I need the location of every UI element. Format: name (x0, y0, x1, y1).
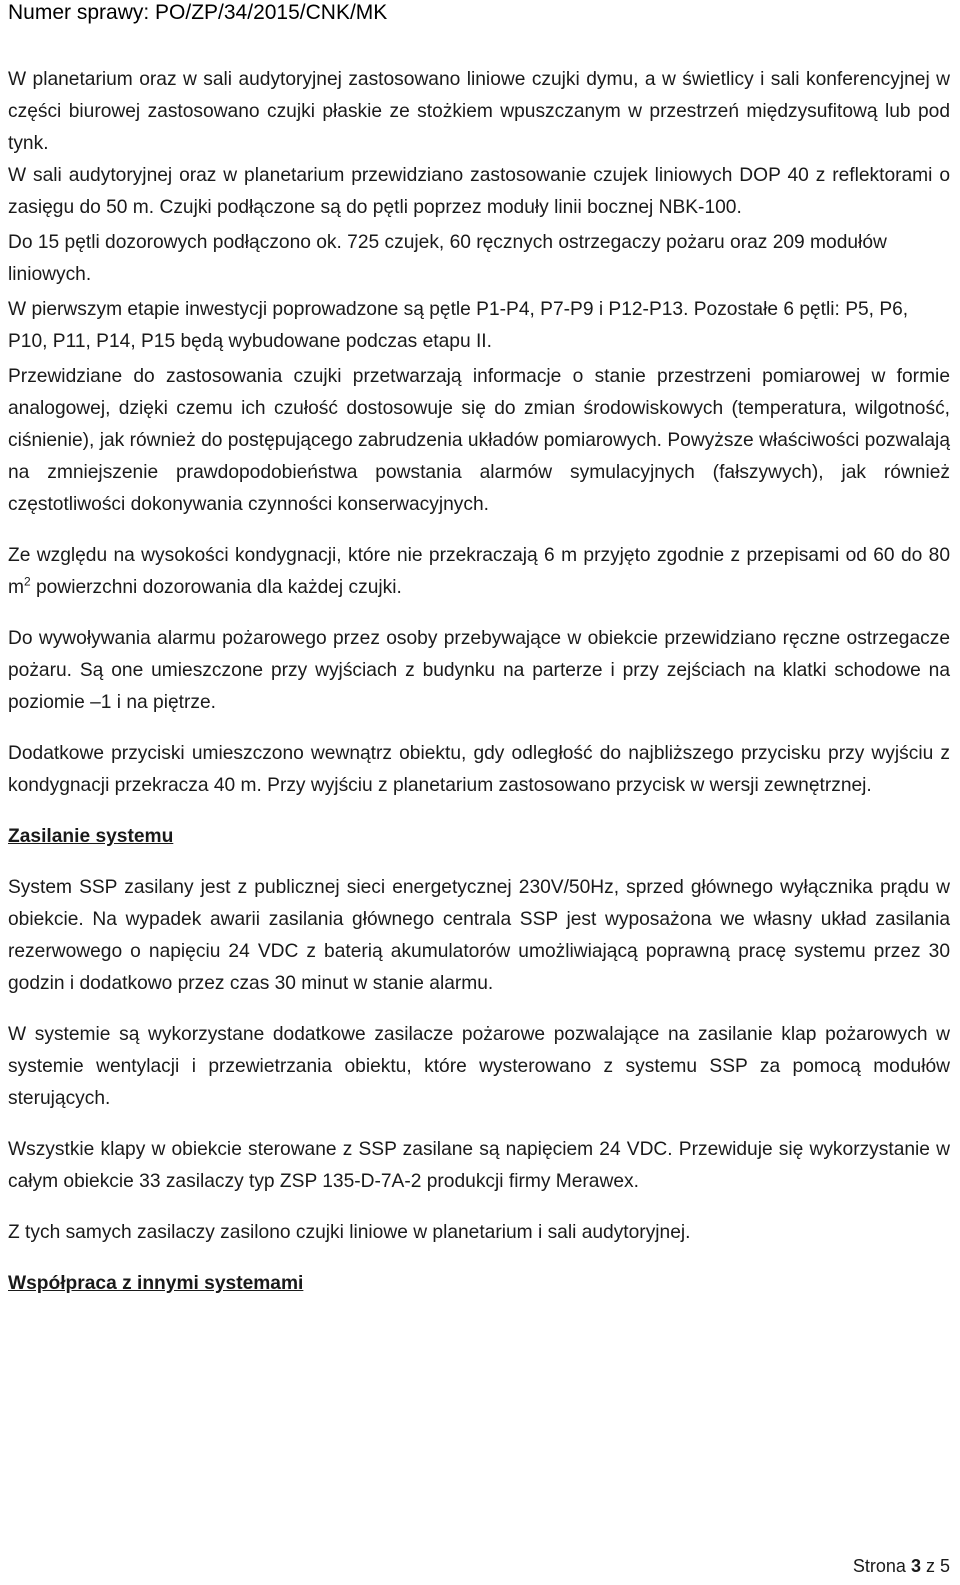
paragraph-same-power: Z tych samych zasilaczy zasilono czujki liniowe w planetarium i sali audytoryjnej. (8, 1222, 691, 1243)
paragraph-detector-coverage (8, 540, 950, 604)
page-number: 3 (910, 1556, 921, 1576)
case-number-header: Numer sprawy: PO/ZP/34/2015/CNK/MK (8, 1, 388, 24)
coverage-text-b: powierzchni dozorowania dla każdej czujki. (30, 577, 402, 598)
paragraph-analog-detectors: Przewidziane do zastosowania czujki przetwarzają informacje o stanie przestrzeni pomiarowej w formie analogowej, dzięki czemu ich czułość dostosowuje się do zmian środowiskowych (temperatura, wilgotność, ciśnienie), jak również do postępującego zabrudzenia układów pomiarowych. Powyższe właściwości pozwalają na zmniejszenie prawdopodobieństwa powstania alarmów symulacyjnych (fałszywych), jak również częstotliwości dokonywania czynności konserwacyjnych. (8, 366, 950, 515)
paragraph-additional-power: W systemie są wykorzystane dodatkowe zasilacze pożarowe pozwalające na zasilanie klap pożarowych w systemie wentylacji i przewietrzania obiektu, które wysterowano z systemu SSP za pomocą modułów sterujących. (8, 1024, 950, 1109)
paragraph-additional-buttons: Dodatkowe przyciski umieszczono wewnątrz obiektu, gdy odległość do najbliższego przycisku przy wyjściu z kondygnacji przekracza 40 m. Przy wyjściu z planetarium zastosowano przycisk w wersji zewnętrznej. (8, 743, 950, 796)
document-body (8, 64, 950, 1300)
section-heading-power: Zasilanie systemu (8, 826, 174, 847)
paragraph-first-stage: W pierwszym etapie inwestycji poprowadzone są pętle P1-P4, P7-P9 i P12-P13. Pozostałe 6 pętli: P5, P6, P10, P11, P14, P15 będą wybudowane podczas etapu II. (8, 299, 909, 352)
coverage-superscript: 2 (23, 574, 31, 589)
section-heading-cooperation: Współpraca z innymi systemami (8, 1273, 304, 1294)
paragraph-manual-call-points: Do wywoływania alarmu pożarowego przez osoby przebywające w obiekcie przewidziano ręczne ostrzegacze pożaru. Są one umieszczone przy wyjściach z budynku na parterze i przy zejściach na klatki schodowe na poziomie –1 i na piętrze. (8, 628, 950, 713)
paragraph-dampers: Wszystkie klapy w obiekcie sterowane z SSP zasilane są napięciem 24 VDC. Przewiduje się wykorzystanie w całym obiekcie 33 zasilaczy typ ZSP 135-D-7A-2 produkcji firmy Merawex. (8, 1139, 950, 1192)
page-footer (853, 1554, 950, 1578)
paragraph-smoke-detectors: W planetarium oraz w sali audytoryjnej zastosowano liniowe czujki dymu, a w świetlicy i sali konferencyjnej w części biurowej zastosowano czujki płaskie ze stożkiem wpuszczanym w przestrzeń międzysufitową lub pod tynk. (8, 69, 950, 154)
page-total: 5 (939, 1556, 950, 1576)
coverage-text-a: Ze względu na wysokości kondygnacji, które nie przekraczają 6 m przyjęto zgodnie z przepisami od 60 do 80 m (8, 545, 950, 598)
paragraph-loops-count: Do 15 pętli dozorowych podłączono ok. 725 czujek, 60 ręcznych ostrzegaczy pożaru oraz 209 modułów liniowych. (8, 232, 887, 285)
page-label: Strona (852, 1556, 906, 1576)
page-separator: z (925, 1556, 935, 1576)
paragraph-power-supply: System SSP zasilany jest z publicznej sieci energetycznej 230V/50Hz, sprzed głównego wyłącznika prądu w obiekcie. Na wypadek awarii zasilania głównego centrala SSP jest wyposażona we własny układ zasilania rezerwowego o napięciu 24 VDC z baterią akumulatorów umożliwiającą poprawną pracę systemu przez 30 godzin i dodatkowo przez czas 30 minut w stanie alarmu. (8, 877, 950, 994)
paragraph-linear-detectors: W sali audytoryjnej oraz w planetarium przewidziano zastosowanie czujek liniowych DOP 40 z reflektorami o zasięgu do 50 m. Czujki podłączone są do pętli poprzez moduły linii bocznej NBK-100. (8, 165, 950, 218)
